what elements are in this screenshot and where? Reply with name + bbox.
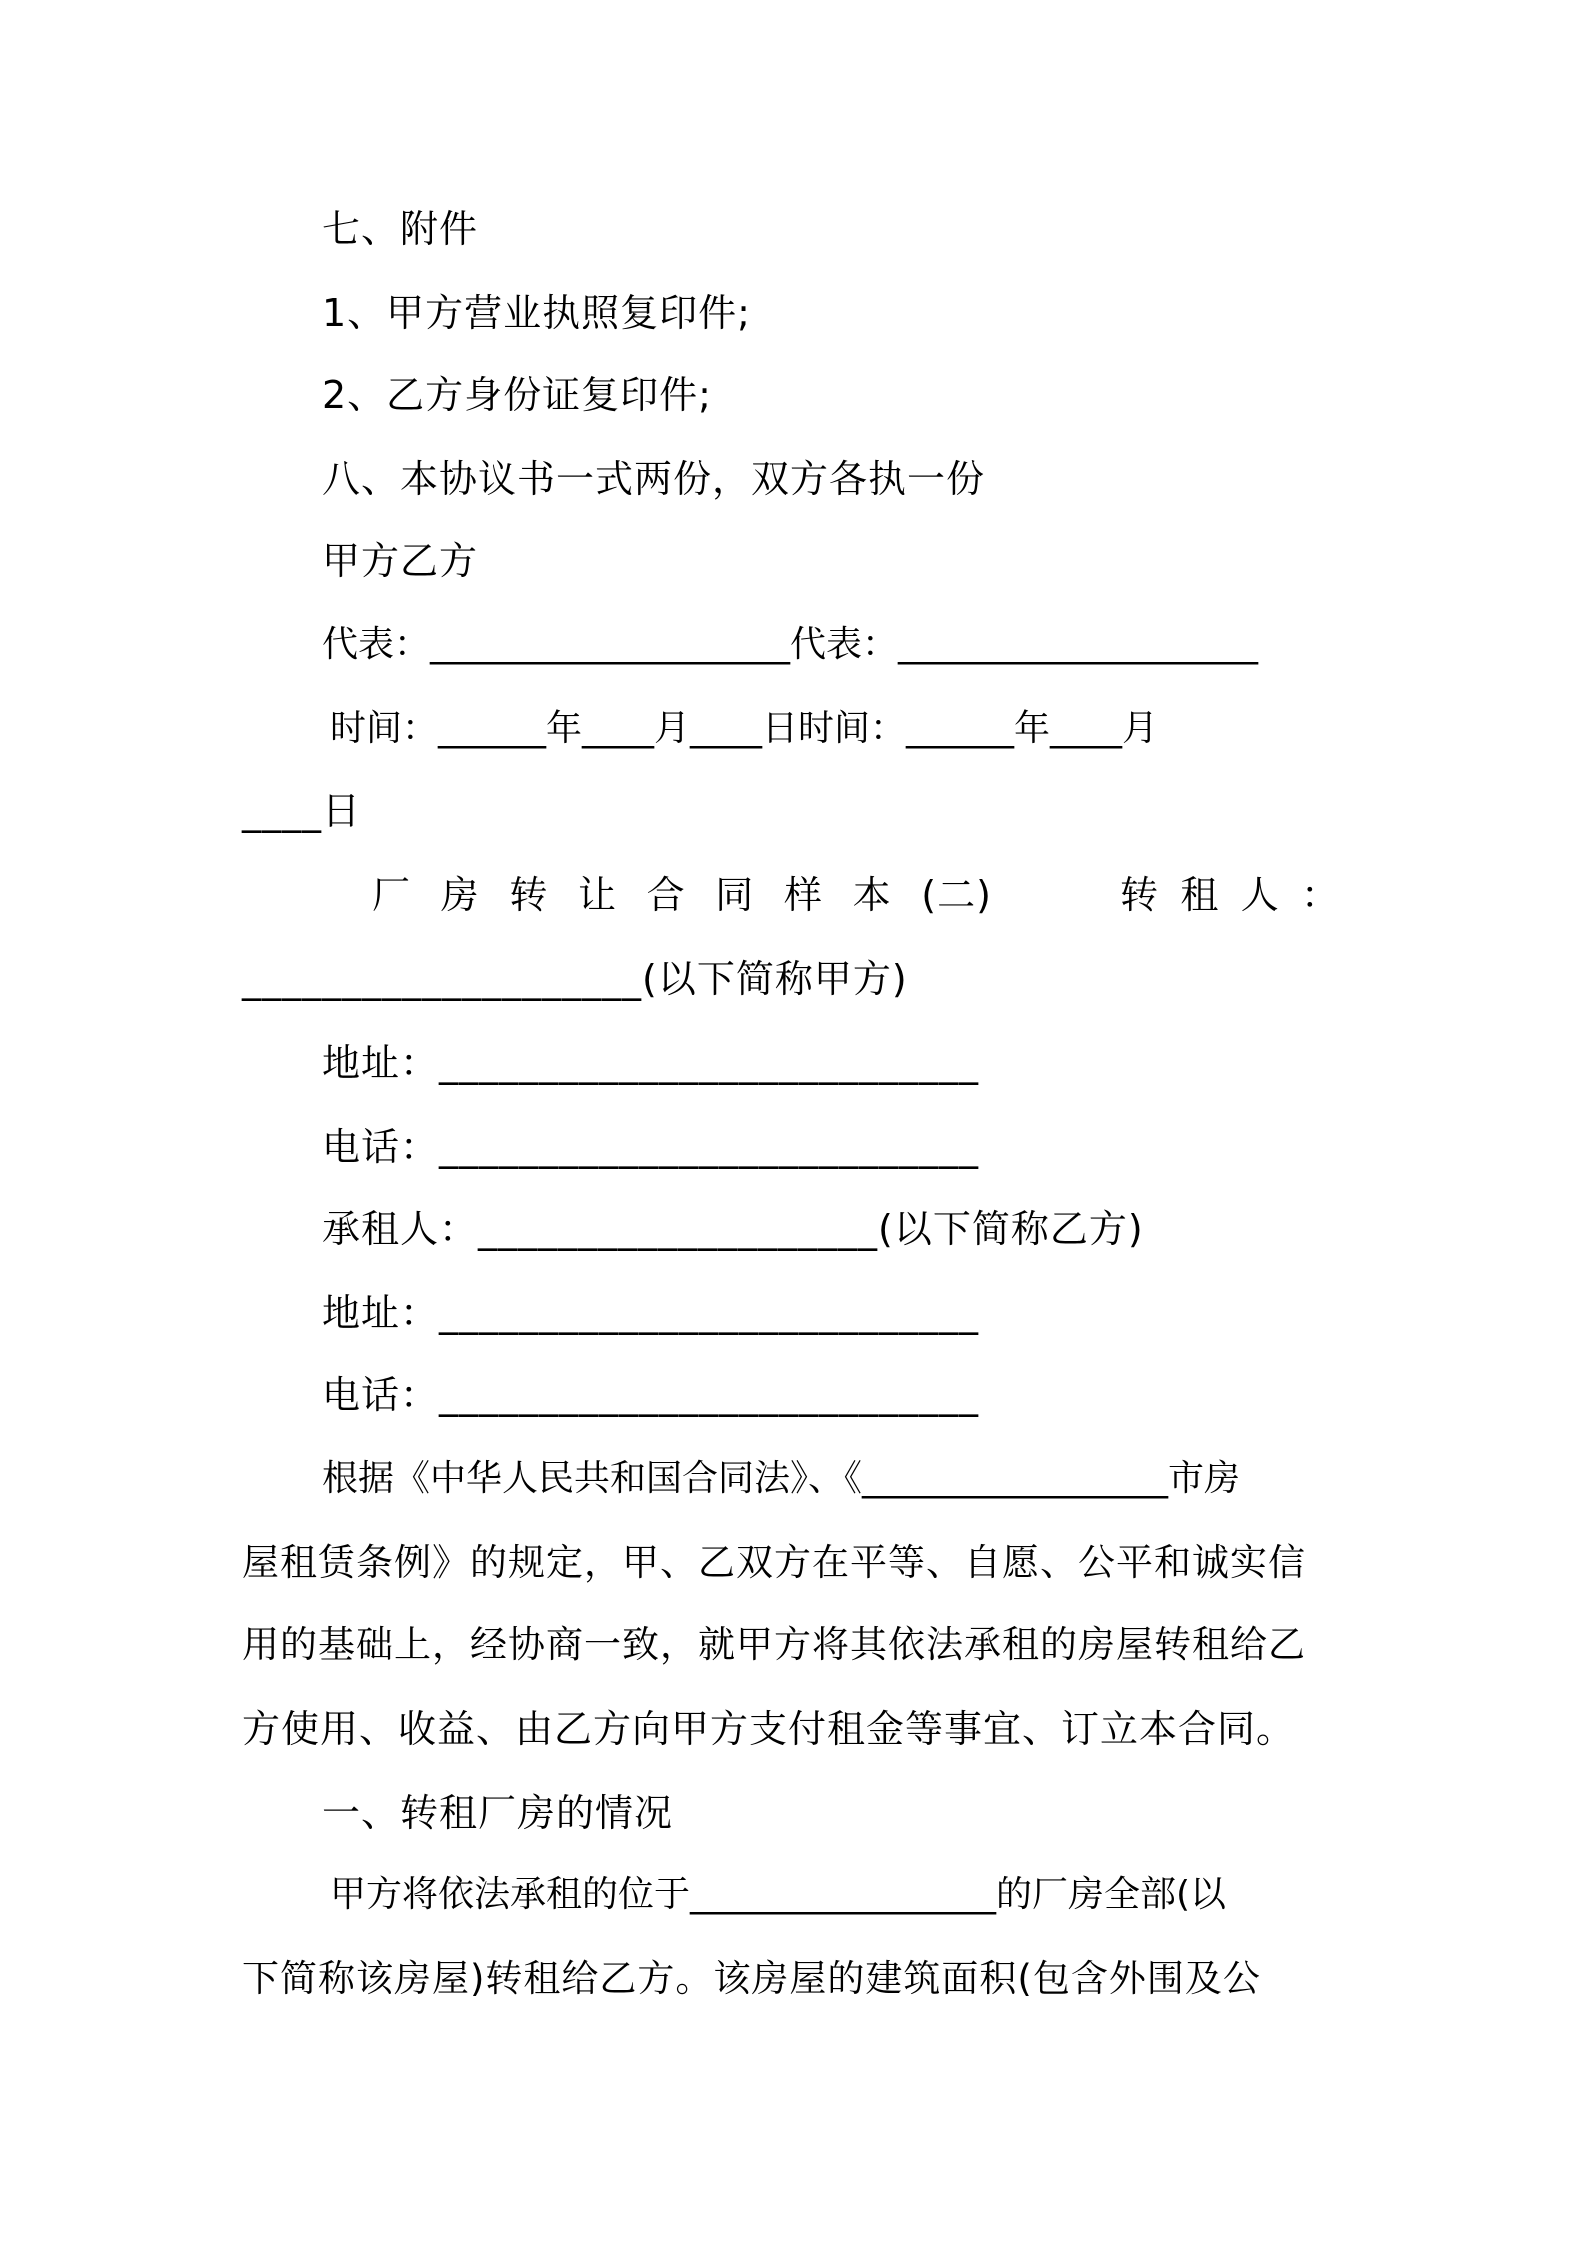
representative-line: 代表：____________________代表：____________________ — [322, 624, 1259, 665]
section-seven-heading: 七、附件 — [322, 207, 479, 251]
paragraph-legal-basis-line-3: 用的基础上，经协商一致，就甲方将其依法承租的房屋转租给乙 — [242, 1623, 1306, 1666]
sublessor-field: ____________________(以下简称甲方) — [242, 957, 908, 1001]
lessee-field: 承租人：____________________(以下简称乙方) — [322, 1207, 1144, 1251]
sublessor-label: 转 租 人 ： — [1120, 873, 1340, 917]
paragraph-legal-basis-line-1: 根据《中华人民共和国合同法》、《_________________市房 — [322, 1458, 1241, 1499]
section-eight-text: 八、本协议书一式两份，双方各执一份 — [322, 457, 986, 501]
party-labels: 甲方乙方 — [322, 539, 479, 583]
sublessor-address: 地址：___________________________ — [322, 1041, 980, 1085]
paragraph-premises-line-2: 下简称该房屋)转租给乙方。该房屋的建筑面积(包含外围及公 — [242, 1957, 1261, 2000]
sublessor-phone: 电话：___________________________ — [322, 1125, 980, 1169]
paragraph-premises-line-1: 甲方将依法承租的位于_________________的厂房全部(以 — [330, 1874, 1227, 1915]
date-line: 时间：______年____月____日时间：______年____月 — [330, 708, 1159, 749]
section-one-heading: 一、转租厂房的情况 — [322, 1791, 674, 1835]
attachment-item-2: 2、乙方身份证复印件; — [322, 373, 712, 417]
contract-title: 厂 房 转 让 合 同 样 本 (二) — [372, 873, 992, 917]
lessee-phone: 电话：___________________________ — [322, 1373, 980, 1417]
lessee-address: 地址：___________________________ — [322, 1291, 980, 1335]
paragraph-legal-basis-line-2: 屋租赁条例》的规定，甲、乙双方在平等、自愿、公平和诚实信 — [242, 1541, 1306, 1584]
date-line-continued: ____日 — [242, 789, 362, 833]
attachment-item-1: 1、甲方营业执照复印件; — [322, 291, 751, 335]
paragraph-legal-basis-line-4: 方使用、收益、由乙方向甲方支付租金等事宜、订立本合同。 — [242, 1707, 1296, 1751]
